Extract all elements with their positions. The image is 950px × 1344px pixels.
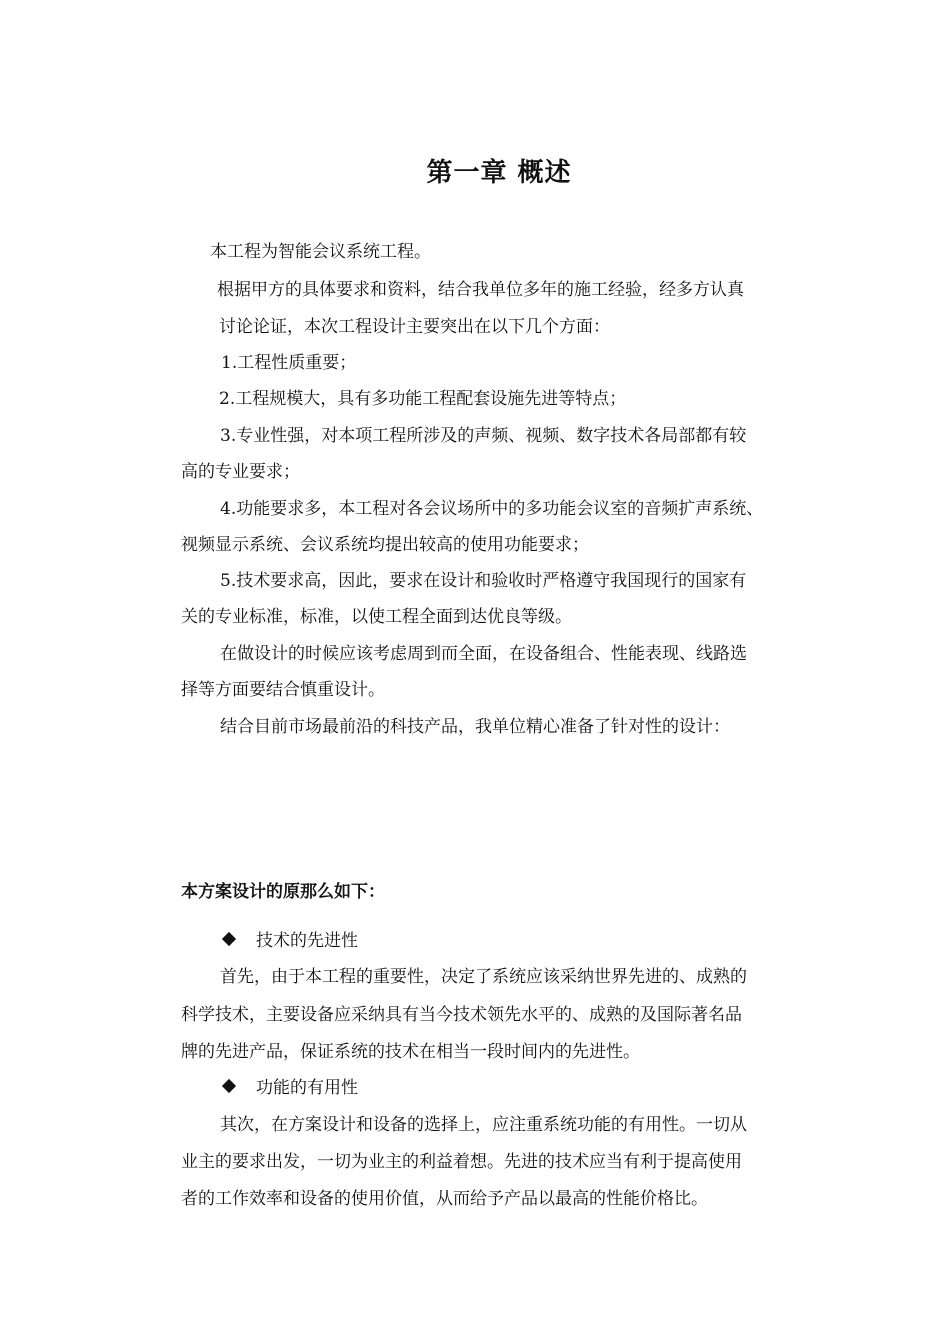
list-item-continuation: 关的专业标准，标准，以使工程全面到达优良等级。 — [181, 607, 572, 627]
bullet-label: 功能的有用性 — [256, 1078, 358, 1098]
list-item: 5.技术要求高，因此，要求在设计和验收时严格遵守我国现行的国家有 — [220, 571, 747, 591]
bullet-label: 技术的先进性 — [256, 931, 358, 951]
bullet-item — [224, 929, 358, 953]
paragraph-line: 者的工作效率和设备的使用价值，从而给予产品以最高的性能价格比。 — [181, 1189, 708, 1209]
intro-line: 本工程为智能会议系统工程。 — [210, 242, 431, 262]
bullet-item — [224, 1076, 358, 1100]
paragraph-line: 讨论论证，本次工程设计主要突出在以下几个方面： — [219, 317, 610, 337]
paragraph-line: 其次，在方案设计和设备的选择上，应注重系统功能的有用性。一切从 — [220, 1115, 747, 1135]
paragraph-line: 结合目前市场最前沿的科技产品，我单位精心准备了针对性的设计： — [220, 717, 730, 737]
paragraph-line: 科学技术，主要设备应采纳具有当今技术领先水平的、成熟的及国际著名品 — [181, 1005, 742, 1025]
list-item-continuation: 视频显示系统、会议系统均提出较高的使用功能要求； — [181, 535, 589, 555]
principles-heading: 本方案设计的原那么如下： — [181, 882, 385, 902]
paragraph-line: 在做设计的时候应该考虑周到而全面，在设备组合、性能表现、线路选 — [220, 644, 747, 664]
paragraph-line: 牌的先进产品，保证系统的技术在相当一段时间内的先进性。 — [181, 1042, 640, 1062]
diamond-bullet-icon — [222, 1079, 236, 1093]
paragraph-line: 根据甲方的具体要求和资料，结合我单位多年的施工经验，经多方认真 — [217, 280, 744, 300]
paragraph-line: 择等方面要结合慎重设计。 — [181, 680, 385, 700]
paragraph-line: 首先，由于本工程的重要性，决定了系统应该采纳世界先进的、成熟的 — [220, 967, 747, 987]
chapter-title: 第一章 概述 — [426, 158, 572, 188]
list-item: 1.工程性质重要； — [221, 353, 357, 373]
list-item: 3.专业性强，对本项工程所涉及的声频、视频、数字技术各局部都有较 — [220, 426, 747, 446]
list-item-continuation: 高的专业要求； — [181, 462, 300, 482]
list-item: 2.工程规模大，具有多功能工程配套设施先进等特点； — [219, 389, 627, 409]
list-item: 4.功能要求多，本工程对各会议场所中的多功能会议室的音频扩声系统、 — [220, 499, 764, 519]
paragraph-line: 业主的要求出发，一切为业主的利益着想。先进的技术应当有利于提高使用 — [181, 1152, 742, 1172]
diamond-bullet-icon — [222, 932, 236, 946]
